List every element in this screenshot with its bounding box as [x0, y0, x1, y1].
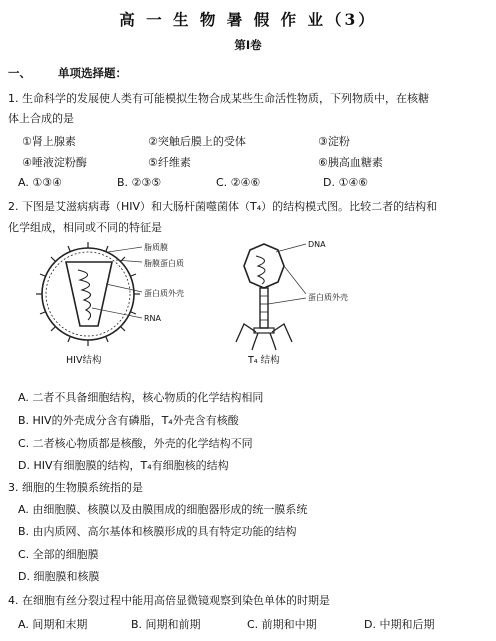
q4-stem: 4. 在细胞有丝分裂过程中能用高倍显微镜观察到染色单体的时期是 — [8, 594, 330, 607]
hiv-label-protein-shell: 蛋白质外壳 — [144, 289, 184, 298]
q1-item-2: ②突触后膜上的受体 — [148, 135, 246, 148]
q2-choice-d: D. HIV有细胞膜的结构，T₄有细胞核的结构 — [18, 459, 229, 472]
q2-stem-line2: 化学组成，相同或不同的特征是 — [8, 221, 162, 234]
q3-choice-d: D. 细胞膜和核膜 — [18, 570, 100, 583]
q3-choice-c: C. 全部的细胞膜 — [18, 548, 99, 561]
q1-item-4: ④唾液淀粉酶 — [22, 156, 87, 169]
hiv-label-lipid-membrane: 脂质膜 — [144, 243, 168, 252]
section-number: 一、 — [8, 66, 31, 80]
t4-dna-strand — [256, 256, 265, 284]
hiv-membrane-protein-layer — [46, 252, 130, 336]
q4-choice-b: B. 间期和前期 — [131, 618, 201, 631]
q1-item-6: ⑥胰高血糖素 — [318, 156, 383, 169]
q1-stem-line2: 体上合成的是 — [8, 112, 74, 125]
hiv-label-membrane-protein: 脂膜蛋白质 — [144, 259, 184, 268]
t4-label-protein-shell: 蛋白质外壳 — [308, 293, 348, 302]
hiv-surface-spikes — [36, 242, 140, 346]
q2-choice-c: C. 二者核心物质都是核酸，外壳的化学结构不同 — [18, 437, 253, 450]
q1-item-5: ⑤纤维素 — [148, 156, 191, 169]
q3-stem: 3. 细胞的生物膜系统指的是 — [8, 481, 143, 494]
hiv-caption: HIV结构 — [66, 355, 102, 366]
q1-stem-line1: 1. 生命科学的发展使人类有可能模拟生物合成某些生命活性物质，下列物质中，在核糖 — [8, 92, 429, 105]
t4-diagram — [236, 240, 348, 366]
t4-tail-rings — [260, 296, 268, 320]
q1-choice-b: B. ②③⑤ — [117, 176, 162, 189]
q2-choice-b: B. HIV的外壳成分含有磷脂，T₄外壳含有核酸 — [18, 414, 239, 427]
q1-choice-d: D. ①④⑥ — [323, 176, 369, 189]
q3-choice-b: B. 由内质网、高尔基体和核膜形成的具有特定功能的结构 — [18, 525, 297, 538]
t4-caption: T₄ 结构 — [248, 355, 280, 366]
hiv-capsid — [66, 262, 112, 326]
q4-choice-d: D. 中期和后期 — [364, 618, 435, 631]
q1-choice-c: C. ②④⑥ — [216, 176, 261, 189]
q1-choice-a: A. ①③④ — [18, 176, 62, 189]
q4-choice-a: A. 间期和末期 — [18, 618, 88, 631]
q2-choice-a: A. 二者不具备细胞结构，核心物质的化学结构相同 — [18, 391, 264, 404]
q2-stem-line1: 2. 下图是艾滋病病毒（HIV）和大肠杆菌噬菌体（T₄）的结构模式图。比较二者的结构和 — [8, 200, 438, 213]
t4-label-dna: DNA — [308, 240, 326, 249]
q1-item-1: ①肾上腺素 — [22, 135, 76, 148]
hiv-label-rna: RNA — [144, 314, 162, 323]
virus-structure-figure — [0, 238, 496, 378]
section-label: 单项选择题： — [58, 66, 127, 80]
q3-choice-a: A. 由细胞膜、核膜以及由膜围成的细胞器形成的统一膜系统 — [18, 503, 308, 516]
q4-choice-c: C. 前期和中期 — [247, 618, 317, 631]
hiv-diagram — [36, 242, 184, 366]
page-title: 高 一 生 物 暑 假 作 业（3） — [119, 10, 377, 29]
t4-tail-sheath — [260, 288, 268, 328]
t4-base-plate — [254, 328, 274, 333]
q1-item-3: ③淀粉 — [318, 135, 350, 148]
hiv-rna-strand — [78, 270, 91, 320]
t4-label-leaders — [268, 244, 306, 304]
volume-heading: 第Ⅰ卷 — [234, 38, 262, 52]
